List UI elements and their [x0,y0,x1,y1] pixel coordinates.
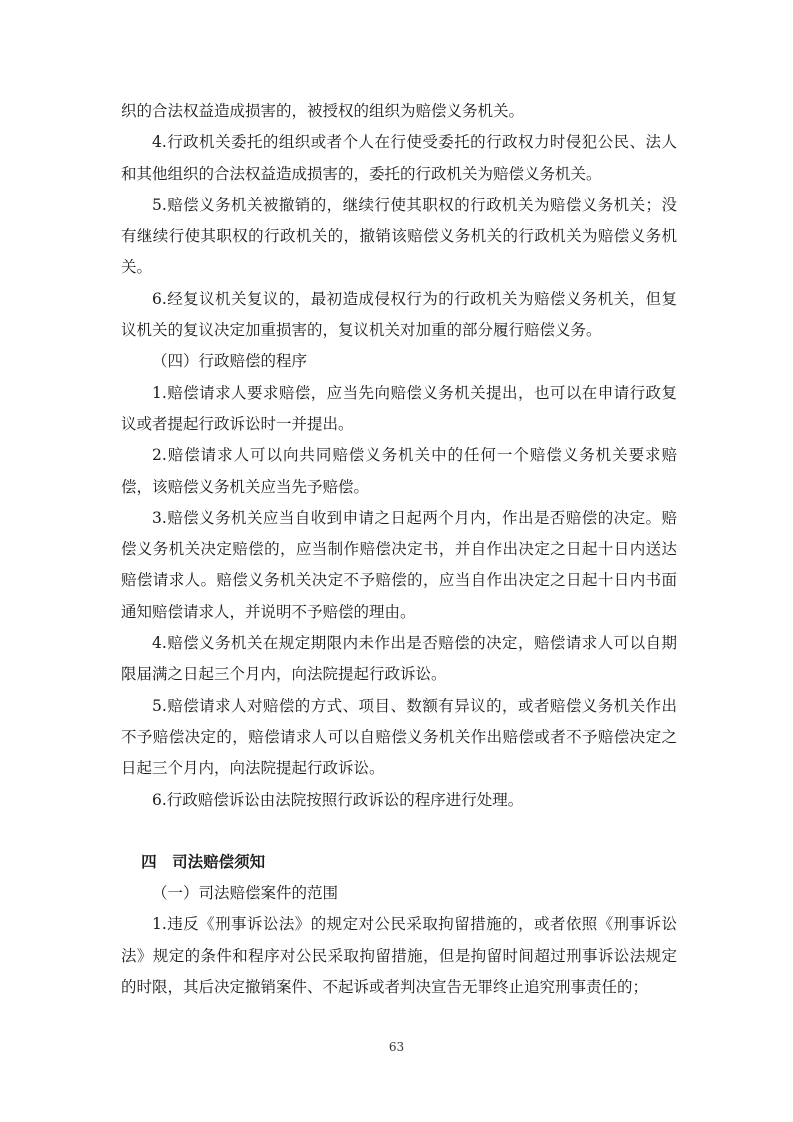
paragraph-procedure-1: 1.赔偿请求人要求赔偿，应当先向赔偿义务机关提出，也可以在申请行政复议或者提起行政诉讼时一并提出。 [121,383,677,433]
paragraph-judicial-scope-1: 1.违反《刑事诉讼法》的规定对公民采取拘留措施的，或者依照《刑事诉讼法》规定的条件和程序对公民采取拘留措施，但是拘留时间超过刑事诉讼法规定的时限，其后决定撤销案件、不起诉或者判决宣告无罪终止追究刑事责任的； [121,915,677,997]
paragraph-procedure-6: 6.行政赔偿诉讼由法院按照行政诉讼的程序进行处理。 [152,790,524,809]
paragraph-item-6-reconsideration: 6.经复议机关复议的，最初造成侵权行为的行政机关为赔偿义务机关，但复议机关的复议决定加重损害的，复议机关对加重的部分履行赔偿义务。 [121,289,677,340]
paragraph-procedure-4: 4.赔偿义务机关在规定期限内未作出是否赔偿的决定，赔偿请求人可以自期限届满之日起三个月内，向法院提起行政诉讼。 [121,634,677,684]
page-number: 63 [388,1040,405,1054]
paragraph-item-5-revoked: 5.赔偿义务机关被撤销的，继续行使其职权的行政机关为赔偿义务机关；没有继续行使其职权的行政机关的，撤销该赔偿义务机关的行政机关为赔偿义务机关。 [121,195,677,277]
section-heading-judicial-compensation: 四 司法赔偿须知 [141,852,266,871]
paragraph-procedure-5: 5.赔偿请求人对赔偿的方式、项目、数额有异议的，或者赔偿义务机关作出不予赔偿决定的，赔偿请求人可以自赔偿义务机关作出赔偿或者不予赔偿决定之日起三个月内，向法院提起行政诉讼。 [121,696,677,778]
paragraph-item-4-entrusted: 4.行政机关委托的组织或者个人在行使受委托的行政权力时侵犯公民、法人和其他组织的合法权益造成损害的，委托的行政机关为赔偿义务机关。 [121,133,677,183]
paragraph-continuation: 织的合法权益造成损害的，被授权的组织为赔偿义务机关。 [121,102,525,120]
paragraph-procedure-2: 2.赔偿请求人可以向共同赔偿义务机关中的任何一个赔偿义务机关要求赔偿，该赔偿义务机关应当先予赔偿。 [121,446,677,496]
page-content [121,96,677,1003]
subheading-administrative-procedure: （四）行政赔偿的程序 [152,352,308,371]
paragraph-procedure-3: 3.赔偿义务机关应当自收到申请之日起两个月内，作出是否赔偿的决定。赔偿义务机关决定赔偿的，应当制作赔偿决定书，并自作出决定之日起十日内送达赔偿请求人。赔偿义务机关决定不予赔偿的，应当自作出决定之日起十日内书面通知赔偿请求人，并说明不予赔偿的理由。 [121,508,677,621]
subheading-judicial-scope: （一）司法赔偿案件的范围 [152,884,339,903]
